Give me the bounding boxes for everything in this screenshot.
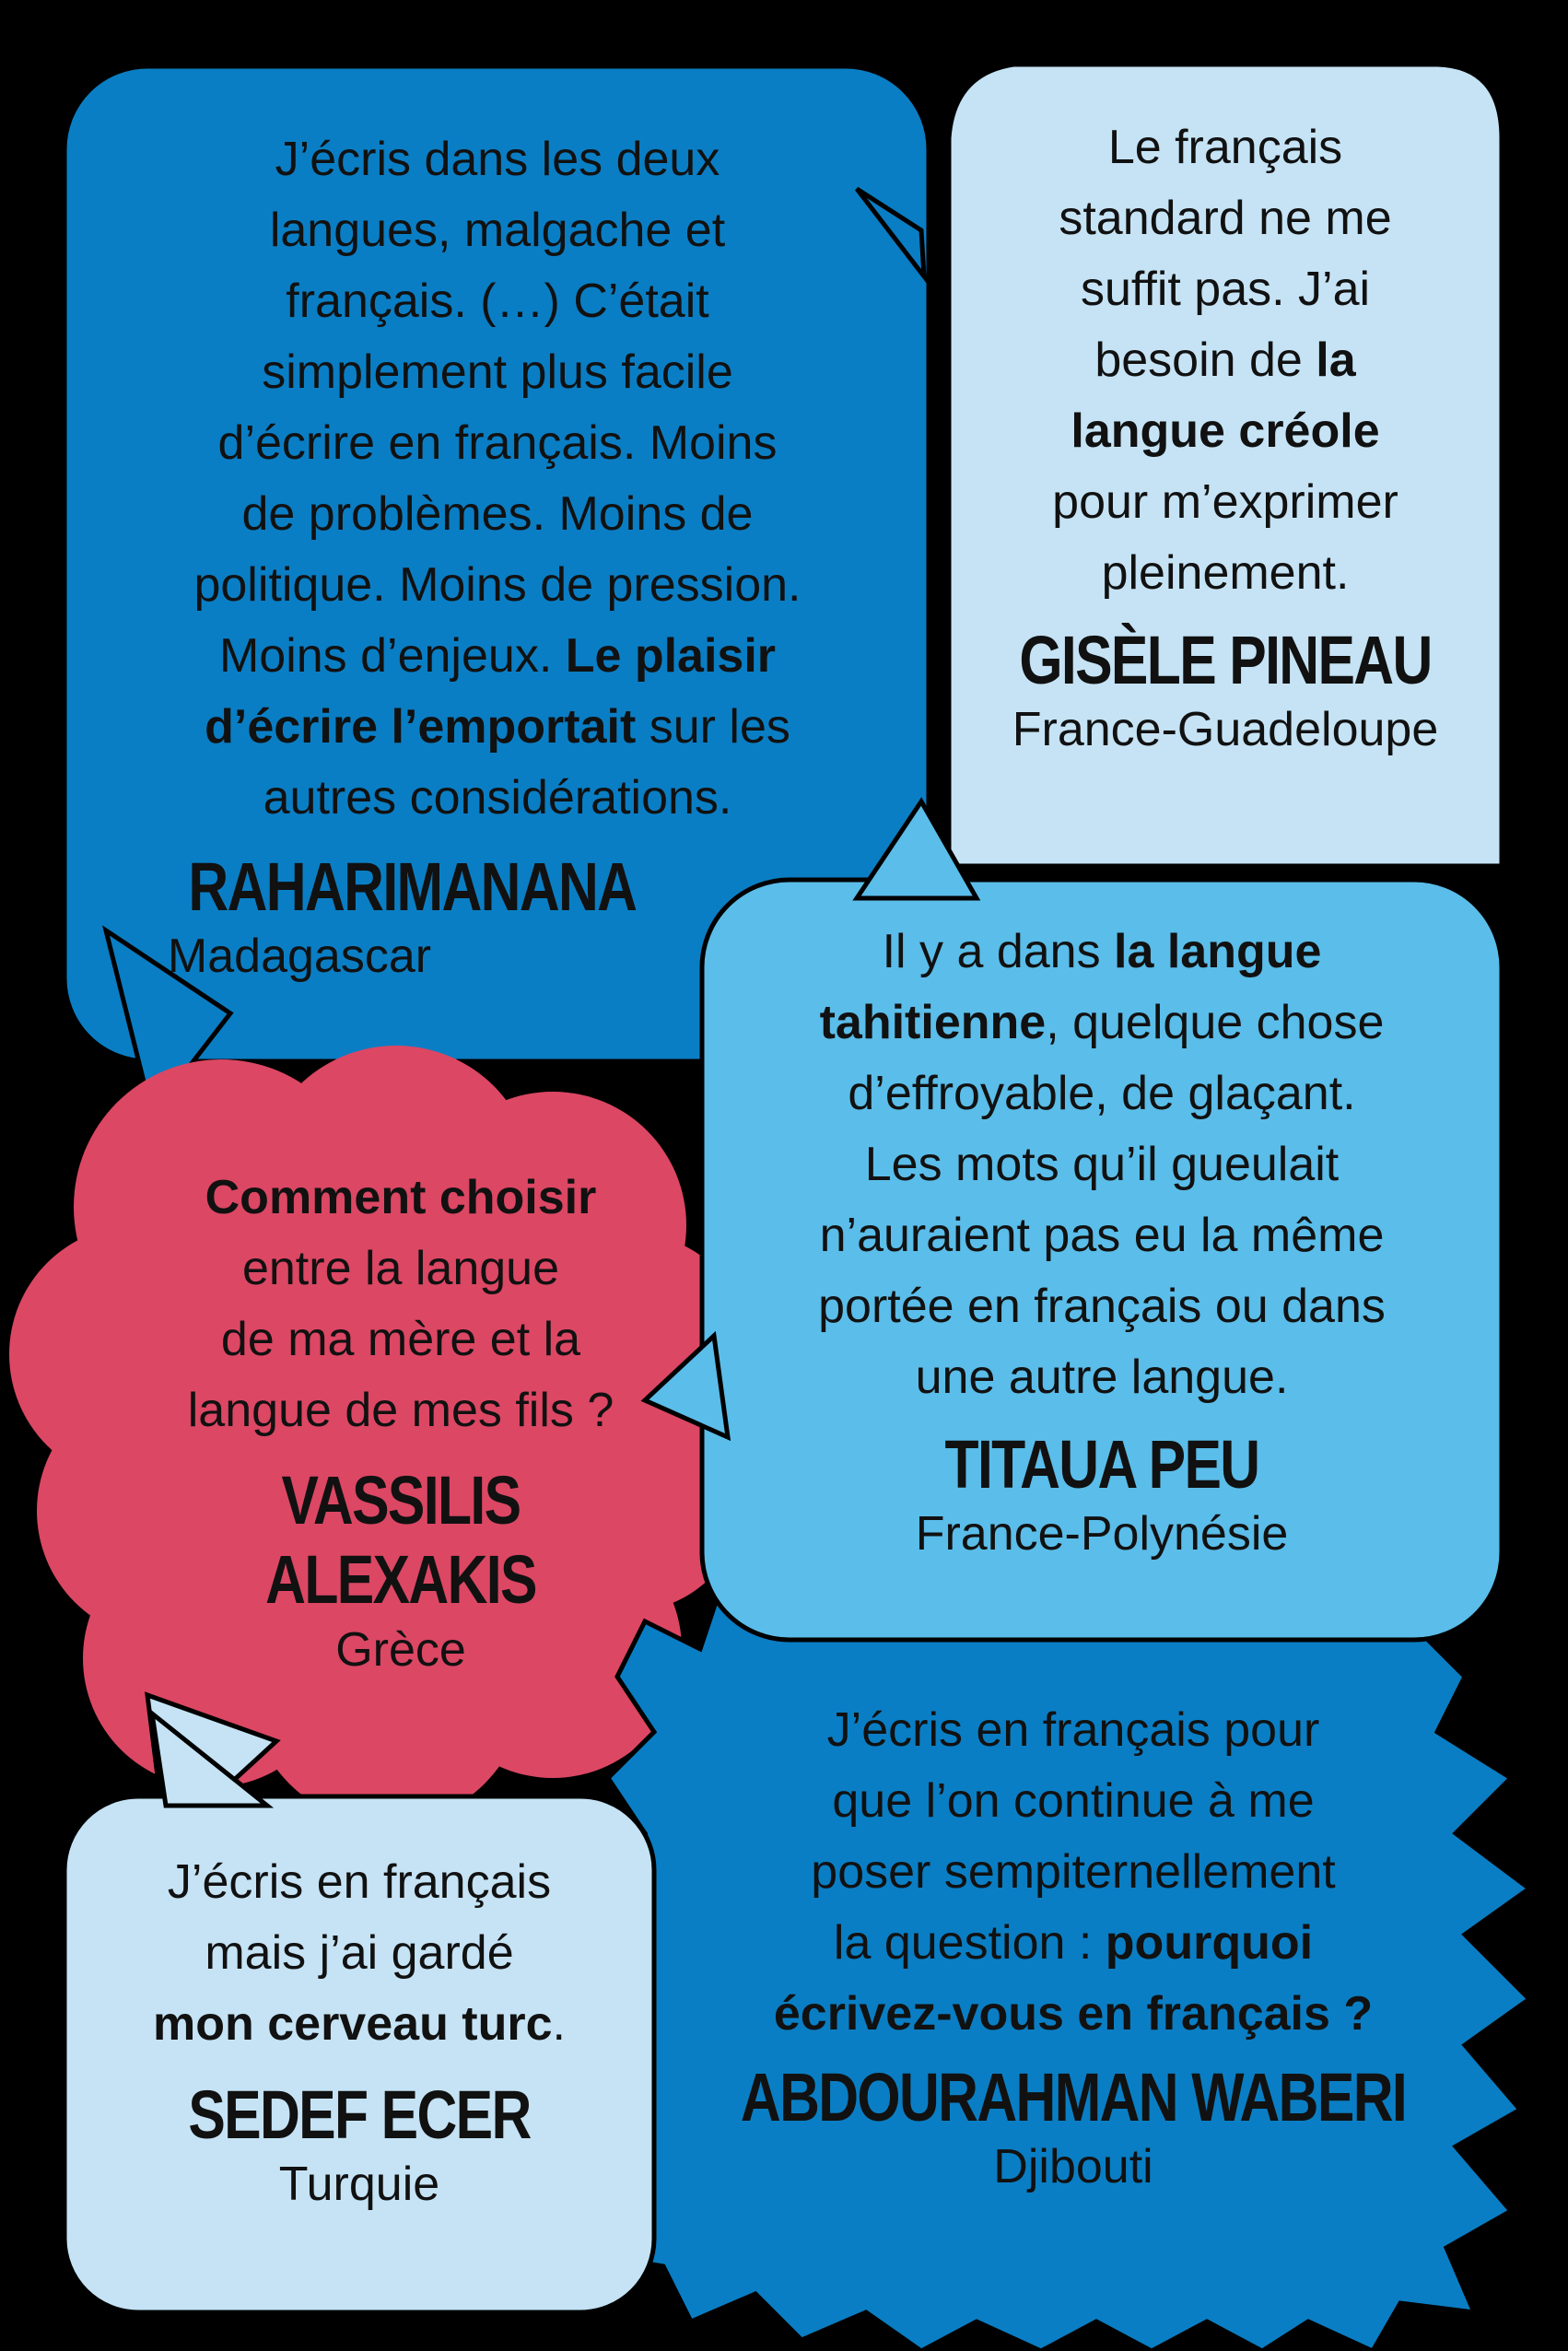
- quote-line: poser sempiternellement: [811, 1845, 1336, 1899]
- quote-emphasis: la langue: [1114, 925, 1322, 978]
- country-pineau: France-Guadeloupe: [1012, 703, 1439, 756]
- author-alexakis-last: ALEXAKIS: [265, 1541, 536, 1618]
- quote-alexakis: [115, 1163, 686, 1446]
- quote-line: portée en français ou dans: [818, 1280, 1386, 1333]
- quote-emphasis: pourquoi: [1105, 1916, 1314, 1970]
- quote-emphasis: tahitienne: [819, 996, 1047, 1049]
- bubble-peu: [702, 917, 1502, 1564]
- quote-line: langues, malgache et: [269, 204, 726, 257]
- quote-line: standard ne me: [1059, 192, 1392, 245]
- quote-line: pour m’exprimer: [1052, 475, 1398, 529]
- quote-line: simplement plus facile: [262, 345, 733, 399]
- quote-line: J’écris en français pour: [826, 1703, 1320, 1757]
- quote-line: suffit pas. J’ai: [1080, 263, 1371, 316]
- bubble-raharimanana: [69, 124, 926, 987]
- quote-emphasis: d’écrire l’emportait: [205, 700, 637, 754]
- quote-emphasis: la: [1316, 333, 1356, 387]
- quote-line: , quelque chose: [1046, 996, 1385, 1049]
- bubble-pineau: [949, 112, 1502, 760]
- quote-line: politique. Moins de pression.: [193, 558, 802, 612]
- quote-line: J’écris en français: [167, 1855, 552, 1909]
- quote-line: que l’on continue à me: [832, 1774, 1315, 1828]
- bubble-alexakis: [115, 1163, 686, 1680]
- quote-emphasis: écrivez-vous en français ?: [773, 1987, 1374, 2041]
- quote-line: Le français: [1107, 121, 1343, 174]
- quote-line: sur les: [636, 700, 790, 754]
- quote-line: .: [552, 1997, 566, 2051]
- quote-line: besoin de: [1094, 333, 1316, 387]
- author-ecer: SEDEF ECER: [188, 2076, 531, 2153]
- quote-line: français. (…) C’était: [286, 275, 709, 328]
- quote-line: pleinement.: [1101, 546, 1350, 600]
- quote-waberi: [645, 1695, 1502, 2050]
- country-ecer: Turquie: [278, 2158, 440, 2211]
- quote-line: de ma mère et la: [220, 1313, 581, 1366]
- quote-line: Les mots qu’il gueulait: [864, 1138, 1340, 1191]
- quote-line: Moins d’enjeux.: [218, 629, 566, 683]
- author-peu: TITAUA PEU: [944, 1426, 1259, 1503]
- quote-line: de problèmes. Moins de: [241, 487, 754, 541]
- quote-peu: [702, 917, 1502, 1413]
- country-raharimanana: Madagascar: [167, 930, 432, 983]
- quote-line: d’écrire en français. Moins: [217, 416, 778, 470]
- quote-line: mais j’ai gardé: [205, 1926, 514, 1980]
- quote-raharimanana: [69, 124, 926, 834]
- bubble-waberi: [645, 1695, 1502, 2197]
- quote-line: n’auraient pas eu la même: [819, 1209, 1385, 1262]
- bubble-ecer: [64, 1847, 654, 2215]
- author-pineau: GISÈLE PINEAU: [1019, 622, 1432, 698]
- author-raharimanana: RAHARIMANANA: [188, 848, 637, 925]
- quote-line: d’effroyable, de glaçant.: [848, 1067, 1356, 1120]
- quote-emphasis: langue créole: [1071, 404, 1380, 458]
- country-waberi: Djibouti: [993, 2140, 1153, 2193]
- author-waberi: ABDOURAHMAN WABERI: [740, 2059, 1407, 2135]
- quote-line: J’écris dans les deux: [275, 133, 720, 186]
- author-alexakis-first: VASSILIS: [281, 1462, 521, 1538]
- quote-line: une autre langue.: [915, 1351, 1289, 1404]
- quote-line: la question :: [833, 1916, 1106, 1970]
- quote-pineau: [949, 112, 1502, 609]
- country-alexakis: Grèce: [335, 1623, 466, 1677]
- quote-line: Il y a dans: [882, 925, 1115, 978]
- quote-emphasis: Le plaisir: [565, 629, 777, 683]
- quote-line: autres considérations.: [263, 771, 732, 825]
- quote-emphasis: mon cerveau turc: [153, 1997, 553, 2051]
- quote-line: entre la langue: [241, 1242, 560, 1295]
- quote-ecer: [64, 1847, 654, 2060]
- quote-line: langue de mes fils ?: [187, 1384, 614, 1437]
- quote-emphasis: Comment choisir: [205, 1171, 597, 1224]
- country-peu: France-Polynésie: [915, 1507, 1289, 1561]
